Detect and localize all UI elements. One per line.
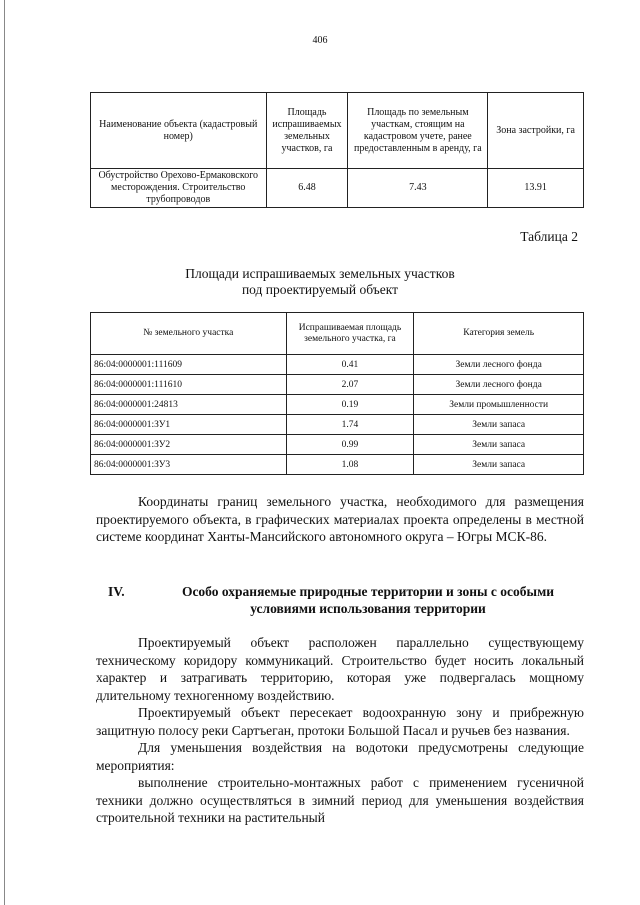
table-cell: 86:04:0000001:24813	[91, 395, 287, 415]
table-cell: 86:04:0000001:111609	[91, 355, 287, 375]
table-cell: Земли запаса	[414, 455, 584, 475]
table-2-title-line: Площади испрашиваемых земельных участков	[185, 266, 455, 281]
table-1-header-cell: Зона застройки, га	[488, 93, 584, 169]
table-cell: 0.19	[286, 395, 414, 415]
table-cell: 0.99	[286, 435, 414, 455]
table-cell: Земли запаса	[414, 435, 584, 455]
paragraph: Для уменьшения воздействия на водотоки предусмотрены следующие мероприятия:	[96, 740, 584, 773]
table-cell: Земли промышленности	[414, 395, 584, 415]
paragraph: Проектируемый объект расположен параллельно существующему техническому коридору коммуникаций. Строительство будет носить локальный характер и затрагивать территорию, которая уже подвергалась мощному длительному техногенному воздействию.	[96, 635, 584, 703]
table-cell: 86:04:0000001:ЗУ3	[91, 455, 287, 475]
table-row	[91, 395, 584, 415]
table-cell: 6.48	[266, 169, 348, 208]
table-cell: 2.07	[286, 375, 414, 395]
table-cell: Земли лесного фонда	[414, 375, 584, 395]
table-cell: Земли запаса	[414, 415, 584, 435]
table-1-header-row	[91, 93, 584, 169]
section-body	[96, 634, 584, 827]
table-1-header-cell: Площадь испрашиваемых земельных участков, га	[266, 93, 348, 169]
table-cell: 0.41	[286, 355, 414, 375]
table-2	[90, 312, 584, 475]
table-row	[91, 375, 584, 395]
table-row	[91, 169, 584, 208]
table-cell: Обустройство Орехово-Ермаковского месторождения. Строительство трубопроводов	[91, 169, 267, 208]
table-cell: 7.43	[348, 169, 488, 208]
table-row	[91, 355, 584, 375]
table-1	[90, 92, 584, 208]
section-title: Особо охраняемые природные территории и зоны с особыми условиями использования территории	[181, 584, 555, 616]
left-margin-rule	[4, 0, 5, 905]
table-2-title	[0, 266, 640, 298]
table-cell: 86:04:0000001:111610	[91, 375, 287, 395]
table-2-title-line: под проектируемый объект	[241, 282, 399, 297]
table-2-header-row	[91, 313, 584, 355]
section-heading	[96, 583, 584, 617]
table-cell: 1.08	[286, 455, 414, 475]
paragraph: Координаты границ земельного участка, необходимого для размещения проектируемого объекта, в графических материалах проекта определены в местной системе координат Ханты-Мансийского автономного округа – Югры МСК-86.	[96, 494, 584, 544]
coordinates-paragraph	[96, 493, 584, 546]
table-1-header-cell: Наименование объекта (кадастровый номер)	[91, 93, 267, 169]
table-cell: 86:04:0000001:ЗУ1	[91, 415, 287, 435]
table-cell: Земли лесного фонда	[414, 355, 584, 375]
table-2-header-cell: № земельного участка	[91, 313, 287, 355]
paragraph: выполнение строительно-монтажных работ с применением гусеничной техники должно осуществляться в зимний период для уменьшения воздействия строительной техники на растительный	[96, 775, 584, 825]
table-2-label: Таблица 2	[520, 229, 578, 244]
table-row	[91, 435, 584, 455]
page-number: 406	[312, 35, 328, 46]
table-row	[91, 415, 584, 435]
table-2-header-cell: Категория земель	[414, 313, 584, 355]
table-1-header-cell: Площадь по земельным участкам, стоящим на кадастровом учете, ранее предоставленным в аренду, га	[348, 93, 488, 169]
table-row	[91, 455, 584, 475]
table-2-header-cell: Испрашиваемая площадь земельного участка, га	[286, 313, 414, 355]
section-number: IV.	[108, 584, 125, 599]
paragraph: Проектируемый объект пересекает водоохранную зону и прибрежную защитную полосу реки Сартъеган, протоки Большой Пасал и ручьев без названия.	[96, 705, 584, 738]
table-cell: 1.74	[286, 415, 414, 435]
table-cell: 13.91	[488, 169, 584, 208]
table-cell: 86:04:0000001:ЗУ2	[91, 435, 287, 455]
